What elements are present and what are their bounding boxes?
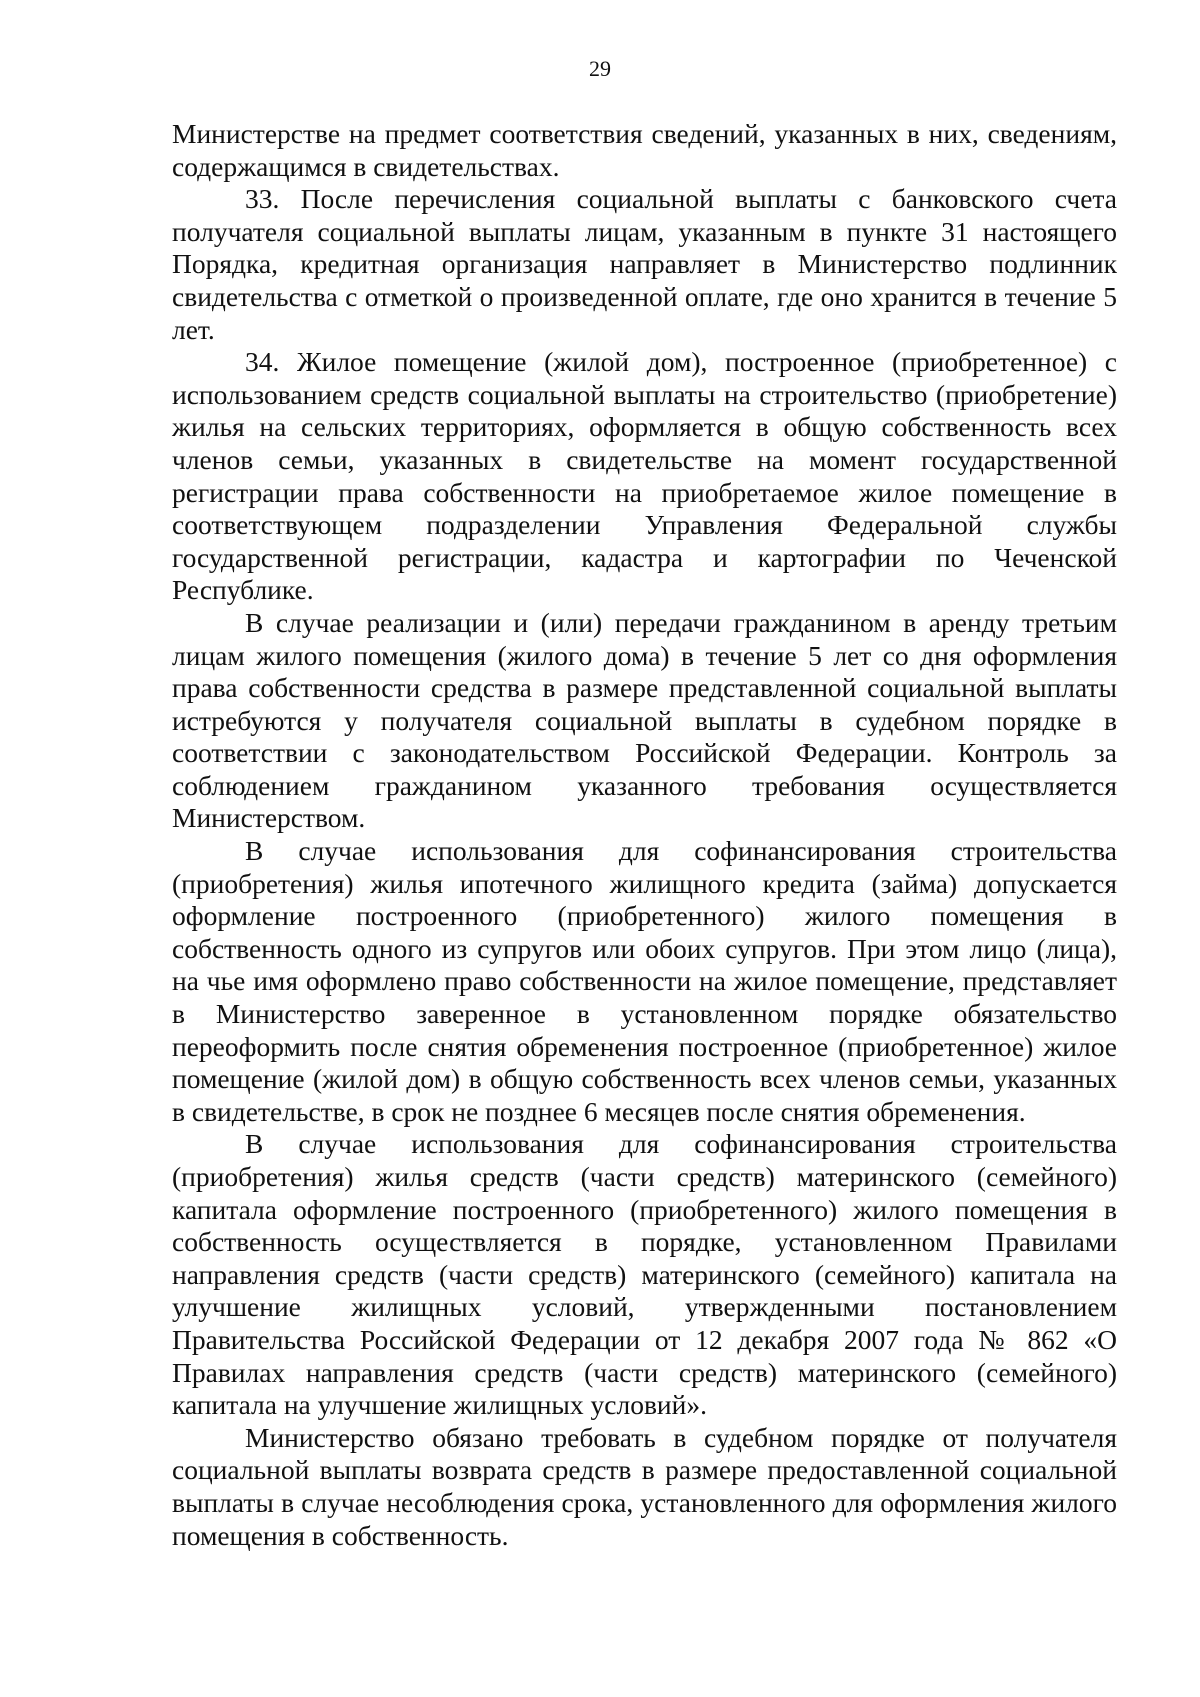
paragraph-mortgage: В случае использования для софинансирования строительства (приобретения) жилья ипотечного жилищного кредита (займа) допускается оформление построенного (приобретенного) жилого помещения в собственность одного из супругов или обоих супругов. При этом лицо (лица), на чье имя оформлено право собственности на жилое помещение, представляет в Министерство заверенное в установленном порядке обязательство переоформить после снятия обременения построенное (приобретенное) жилое помещение (жилой дом) в общую собственность всех членов семьи, указанных в свидетельстве, в срок не позднее 6 месяцев после снятия обременения. [172, 835, 1117, 1127]
paragraph-maternity-capital: В случае использования для софинансирования строительства (приобретения) жилья средств (части средств) материнского (семейного) капитала оформление построенного (приобретенного) жилого помещения в собственность осуществляется в порядке, установленном Правилами направления средств (части средств) материнского (семейного) капитала на улучшение жилищных условий, утвержденными постановлением Правительства Российской Федерации от 12 декабря 2007 года № 862 «О Правилах направления средств (части средств) материнского (семейного) капитала на улучшение жилищных условий». [172, 1128, 1117, 1421]
paragraph-item-34: 34. Жилое помещение (жилой дом), построенное (приобретенное) с использованием средств социальной выплаты на строительство (приобретение) жилья на сельских территориях, оформляется в общую собственность всех членов семьи, указанных в свидетельстве на момент государственной регистрации права собственности на приобретаемое жилое помещение в соответствующем подразделении Управления Федеральной службы государственной регистрации, кадастра и картографии по Чеченской Республике. [172, 346, 1117, 606]
paragraph-item-33: 33. После перечисления социальной выплаты с банковского счета получателя социальной выплаты лицам, указанным в пункте 31 настоящего Порядка, кредитная организация направляет в Министерство подлинник свидетельства с отметкой о произведенной оплате, где оно хранится в течение 5 лет. [172, 183, 1117, 345]
page-number: 29 [589, 56, 611, 81]
paragraph-continuation: Министерстве на предмет соответствия сведений, указанных в них, сведениям, содержащимся в свидетельствах. [172, 118, 1117, 182]
paragraph-sale-or-rent: В случае реализации и (или) передачи гражданином в аренду третьим лицам жилого помещения (жилого дома) в течение 5 лет со дня оформления права собственности средства в размере представленной социальной выплаты истребуются у получателя социальной выплаты в судебном порядке в соответствии с законодательством Российской Федерации. Контроль за соблюдением гражданином указанного требования осуществляется Министерством. [172, 606, 1117, 834]
paragraph-ministry-obligation: Министерство обязано требовать в судебном порядке от получателя социальной выплаты возврата средств в размере предоставленной социальной выплаты в случае несоблюдения срока, установленного для оформления жилого помещения в собственность. [172, 1421, 1117, 1551]
document-body [172, 118, 1117, 1552]
